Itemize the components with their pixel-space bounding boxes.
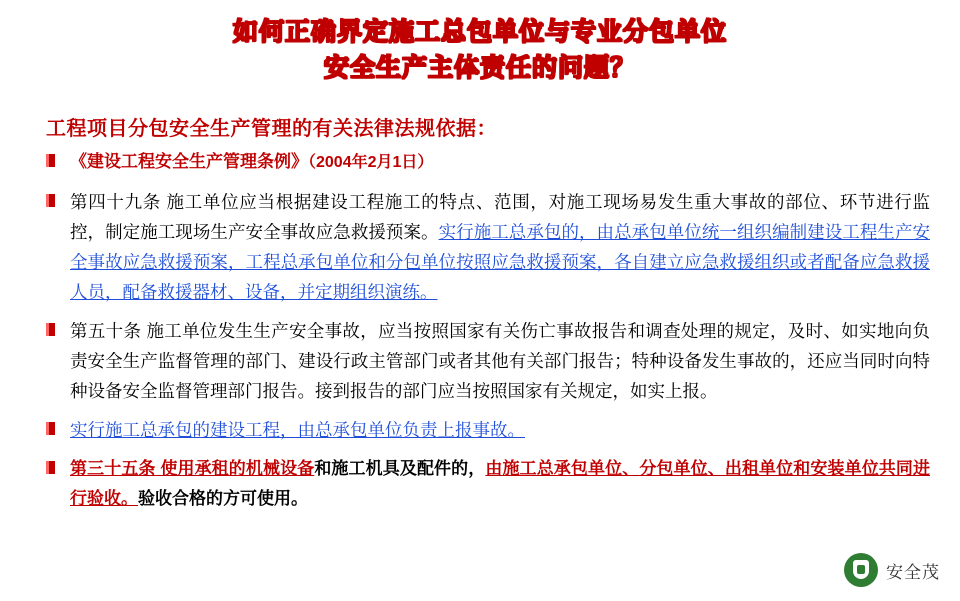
bullet-marker-icon <box>46 194 55 207</box>
bullet-list <box>46 147 930 514</box>
list-item <box>46 147 930 178</box>
watermark-label: 安全茂 <box>886 562 940 582</box>
run-text: 第五十条 施工单位发生生产安全事故，应当按照国家有关伤亡事故报告和调查处理的规定，及时、如实地向负责安全生产监督管理的部门、建设行政主管部门或者其他有关部门报告；特种设备发生事故的，还应当同时向特种设备安全监督管理部门报告。接到报告的部门应当按照国家有关规定，如实上报。 <box>70 321 930 401</box>
slide-title <box>0 0 960 86</box>
bullet-marker-icon <box>46 323 55 336</box>
run-text: 由施工总承包单位、分包单位、出租单位和安装单位共同进行验收。 <box>70 459 931 508</box>
run-text: 实行施工总承包的建设工程，由总承包单位负责上报事故。 <box>70 420 525 440</box>
run-text: 实行施工总承包的，由总承包单位统一组织编制建设工程生产安全事故应急救援预案，工程总承包单位和分包单位按照应急救援预案，各自建立应急救援组织或者配备应急救援人员，配备救援器材、设备，并定期组织演练。 <box>70 222 930 302</box>
shield-logo-icon <box>844 553 878 587</box>
run-text: （2004年2月1日） <box>308 154 434 171</box>
run-text: 《建设工程安全生产管理条例》 <box>70 152 308 171</box>
title-line-2: 安全生产主体责任的问题？ <box>323 54 636 82</box>
list-item <box>46 316 930 406</box>
watermark-badge <box>838 549 946 591</box>
run-text: 和施工机具及配件的， <box>314 459 486 478</box>
bullet-marker-icon <box>46 154 55 167</box>
bullet-marker-icon <box>46 461 55 474</box>
run-text: 第四十九条 施工单位应当根据建设工程施工的特点、范围，对施工现场易发生重大事故的部位、环节进行监控，制定施工现场生产安全事故应急救援预案。 <box>70 192 930 242</box>
bullet-text-regulation-name <box>70 147 930 178</box>
bullet-text-article-50 <box>70 316 930 406</box>
run-text: 使用承租的机械设备 <box>155 459 315 478</box>
list-item <box>46 415 930 445</box>
bullet-text-general-contract-report <box>70 415 930 445</box>
run-text: 第三十五条 <box>70 459 156 478</box>
section-heading: 工程项目分包安全生产管理的有关法律法规依据： <box>46 118 497 140</box>
list-item <box>46 187 930 307</box>
bullet-marker-icon <box>46 422 55 435</box>
bullet-text-article-35 <box>70 454 930 514</box>
run-text: 验收合格的方可使用。 <box>138 489 308 508</box>
title-line-1: 如何正确界定施工总包单位与专业分包单位 <box>232 18 727 46</box>
bullet-text-article-49 <box>70 187 930 307</box>
list-item <box>46 454 930 514</box>
